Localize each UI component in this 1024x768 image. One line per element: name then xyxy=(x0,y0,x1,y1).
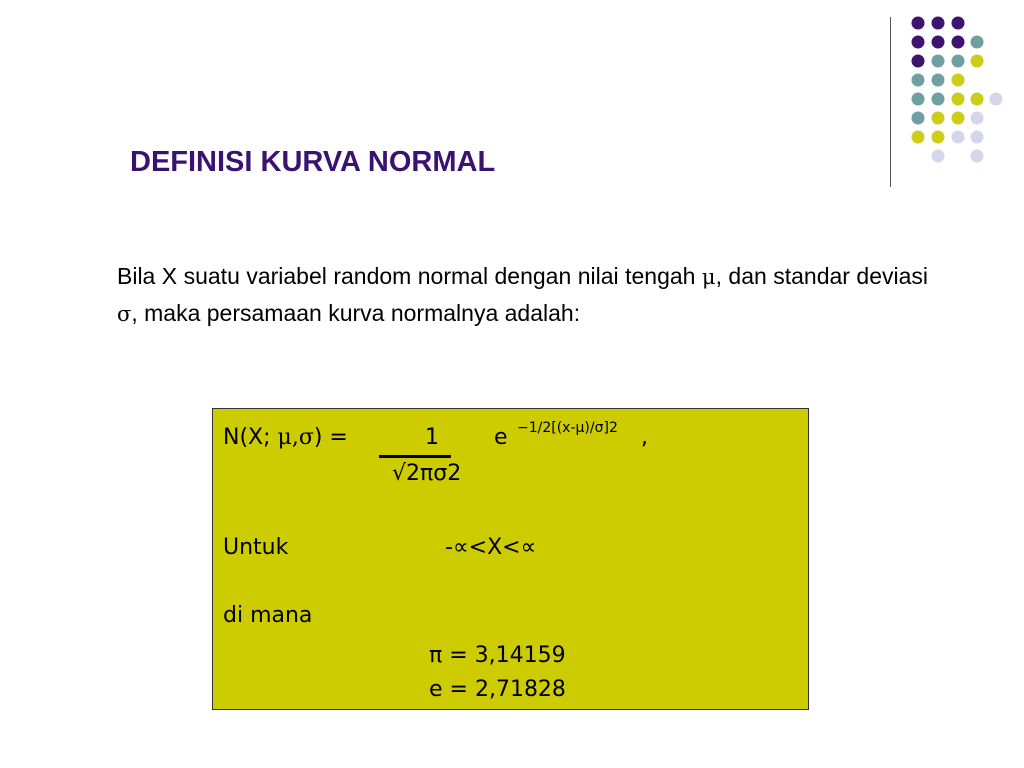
dot xyxy=(912,36,925,49)
formula-lhs xyxy=(223,425,348,450)
dot xyxy=(912,55,925,68)
dot xyxy=(971,55,984,68)
slide-title: DEFINISI KURVA NORMAL xyxy=(130,146,496,178)
formula-numerator: 1 xyxy=(425,425,439,450)
dot xyxy=(971,112,984,125)
dot xyxy=(952,112,965,125)
dot xyxy=(952,93,965,106)
dot xyxy=(932,17,945,30)
formula-box xyxy=(212,408,809,710)
paragraph-text-2: , dan standar deviasi xyxy=(715,263,929,289)
dot xyxy=(932,74,945,87)
dot xyxy=(971,36,984,49)
dot xyxy=(912,93,925,106)
range-label: Untuk xyxy=(223,535,289,560)
dot xyxy=(932,131,945,144)
dot xyxy=(952,17,965,30)
dot xyxy=(912,74,925,87)
dot xyxy=(952,131,965,144)
dot xyxy=(912,131,925,144)
dot xyxy=(912,17,925,30)
formula-exponent: −1/2[(x-μ)/σ]2 xyxy=(517,420,618,436)
dot xyxy=(932,93,945,106)
pi-definition: π = 3,14159 xyxy=(429,643,566,668)
formula-comma: , xyxy=(641,425,648,450)
paragraph-text-3: , maka persamaan kurva normalnya adalah: xyxy=(131,300,581,326)
formula-denominator: √2πσ2 xyxy=(392,461,462,486)
paragraph-text-1: Bila X suatu variabel random normal dengan nilai tengah xyxy=(117,263,702,289)
formula-lhs-params: μ,σ xyxy=(277,425,314,450)
dot xyxy=(932,150,945,163)
dot xyxy=(912,112,925,125)
formula-exp-base: e xyxy=(494,425,508,450)
where-label: di mana xyxy=(223,603,313,628)
dot xyxy=(971,150,984,163)
sigma-symbol: σ xyxy=(117,302,132,326)
vertical-divider xyxy=(890,17,891,187)
dot xyxy=(932,112,945,125)
mu-symbol: μ xyxy=(701,265,716,289)
definition-paragraph xyxy=(117,258,928,332)
dot xyxy=(952,55,965,68)
dot xyxy=(971,131,984,144)
fraction-bar xyxy=(379,455,451,458)
dot xyxy=(971,93,984,106)
formula-lhs-suffix: ) = xyxy=(313,425,348,450)
e-definition: e = 2,71828 xyxy=(429,677,566,702)
dot xyxy=(932,36,945,49)
formula-lhs-prefix: N(X; xyxy=(223,425,278,450)
dot xyxy=(990,93,1003,106)
dot xyxy=(952,36,965,49)
dot xyxy=(932,55,945,68)
range-expression: -∝<X<∝ xyxy=(445,535,537,560)
dot xyxy=(952,74,965,87)
